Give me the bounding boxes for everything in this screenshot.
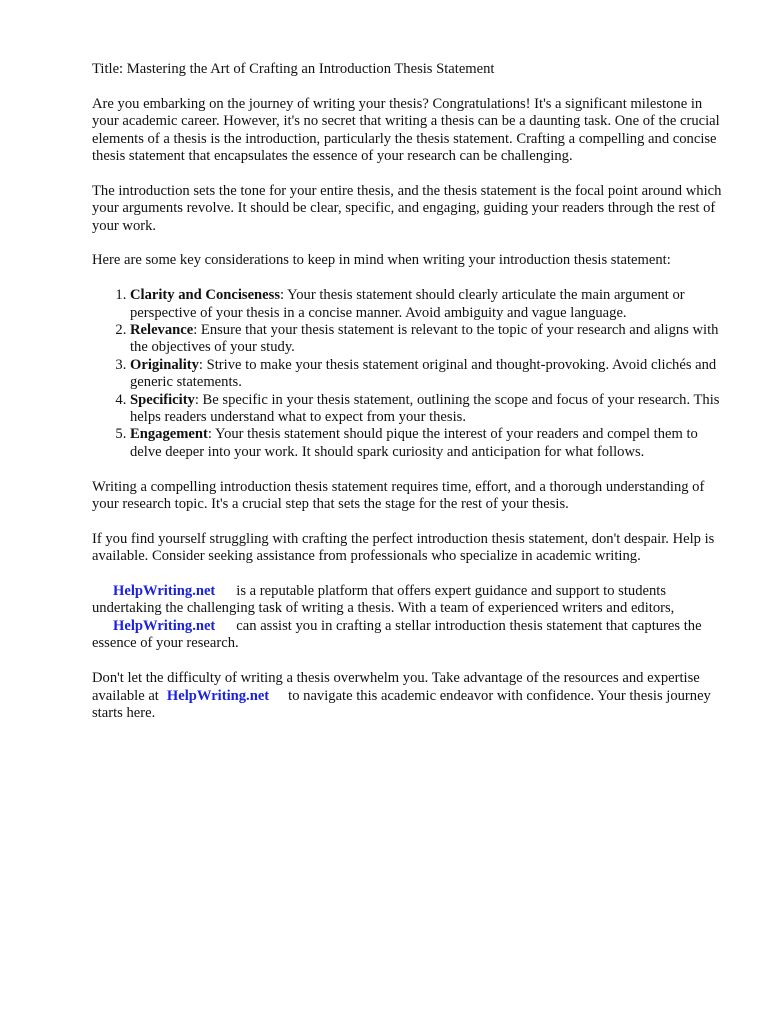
helpwriting-link[interactable]: HelpWriting.net: [113, 617, 216, 634]
closing-text-b: to navigate this academic endeavor with confidence. Your thesis journey starts here.: [92, 687, 711, 721]
considerations-list: [92, 287, 728, 461]
list-item-text: : Strive to make your thesis statement original and thought-provoking. Avoid clichés and generic statements.: [130, 356, 717, 391]
list-item-text: : Your thesis statement should pique the interest of your readers and compel them to delve deeper into your work. It should spark curiosity and anticipation for what follows.: [130, 426, 698, 460]
helpwriting-link[interactable]: HelpWriting.net: [113, 583, 216, 600]
list-item-term: Clarity and Conciseness: [130, 287, 280, 304]
list-item-text: : Be specific in your thesis statement, outlining the scope and focus of your research. This helps readers understand what to expect from your thesis.: [130, 391, 720, 426]
platform-text-a: is a reputable platform that offers expert guidance and support to students undertaking the challenging task of writing a thesis. With a team of experienced writers and editors,: [92, 583, 675, 617]
document-page: [92, 61, 728, 740]
helpwriting-link[interactable]: HelpWriting.net: [166, 687, 270, 704]
list-item-text: : Your thesis statement should clearly articulate the main argument or perspective of your thesis in a concise manner. Avoid ambiguity and vague language.: [130, 287, 685, 321]
tone-paragraph: The introduction sets the tone for your entire thesis, and the thesis statement is the focal point around which your arguments revolve. It should be clear, specific, and engaging, guiding your readers through the rest of your work.: [92, 182, 722, 234]
list-item: [130, 392, 728, 427]
platform-text-b: can assist you in crafting a stellar introduction thesis statement that captures the essence of your research.: [92, 617, 702, 652]
list-item-term: Relevance: [130, 322, 194, 339]
list-item: [130, 357, 728, 392]
document-title: Title: Mastering the Art of Crafting an Introduction Thesis Statement: [92, 61, 495, 77]
effort-paragraph: Writing a compelling introduction thesis statement requires time, effort, and a thorough understanding of your research topic. It's a crucial step that sets the stage for the rest of your thesis.: [92, 478, 705, 513]
list-item-term: Engagement: [130, 426, 208, 443]
list-item: [130, 322, 728, 357]
list-item-term: Specificity: [130, 391, 195, 408]
help-paragraph: If you find yourself struggling with crafting the perfect introduction thesis statement, don't despair. Help is available. Consider seeking assistance from professionals who specialize in academic writing.: [92, 530, 715, 565]
intro-paragraph: Are you embarking on the journey of writing your thesis? Congratulations! It's a significant milestone in your academic career. However, it's no secret that writing a thesis can be a daunting task. One of the crucial elements of a thesis is the introduction, particularly the thesis statement. Crafting a compelling and concise thesis statement that encapsulates the essence of your research can be challenging.: [92, 95, 720, 165]
closing-paragraph: [92, 670, 728, 722]
considerations-intro: Here are some key considerations to keep in mind when writing your introduction thesis statement:: [92, 252, 671, 269]
list-item: [130, 287, 728, 322]
list-item-term: Originality: [130, 356, 199, 373]
list-item-text: : Ensure that your thesis statement is relevant to the topic of your research and aligns with the objectives of your study.: [130, 322, 719, 356]
list-item: [130, 426, 728, 461]
closing-text-a: Don't let the difficulty of writing a thesis overwhelm you. Take advantage of the resources and expertise available at: [92, 670, 700, 704]
platform-paragraph: [92, 583, 728, 653]
